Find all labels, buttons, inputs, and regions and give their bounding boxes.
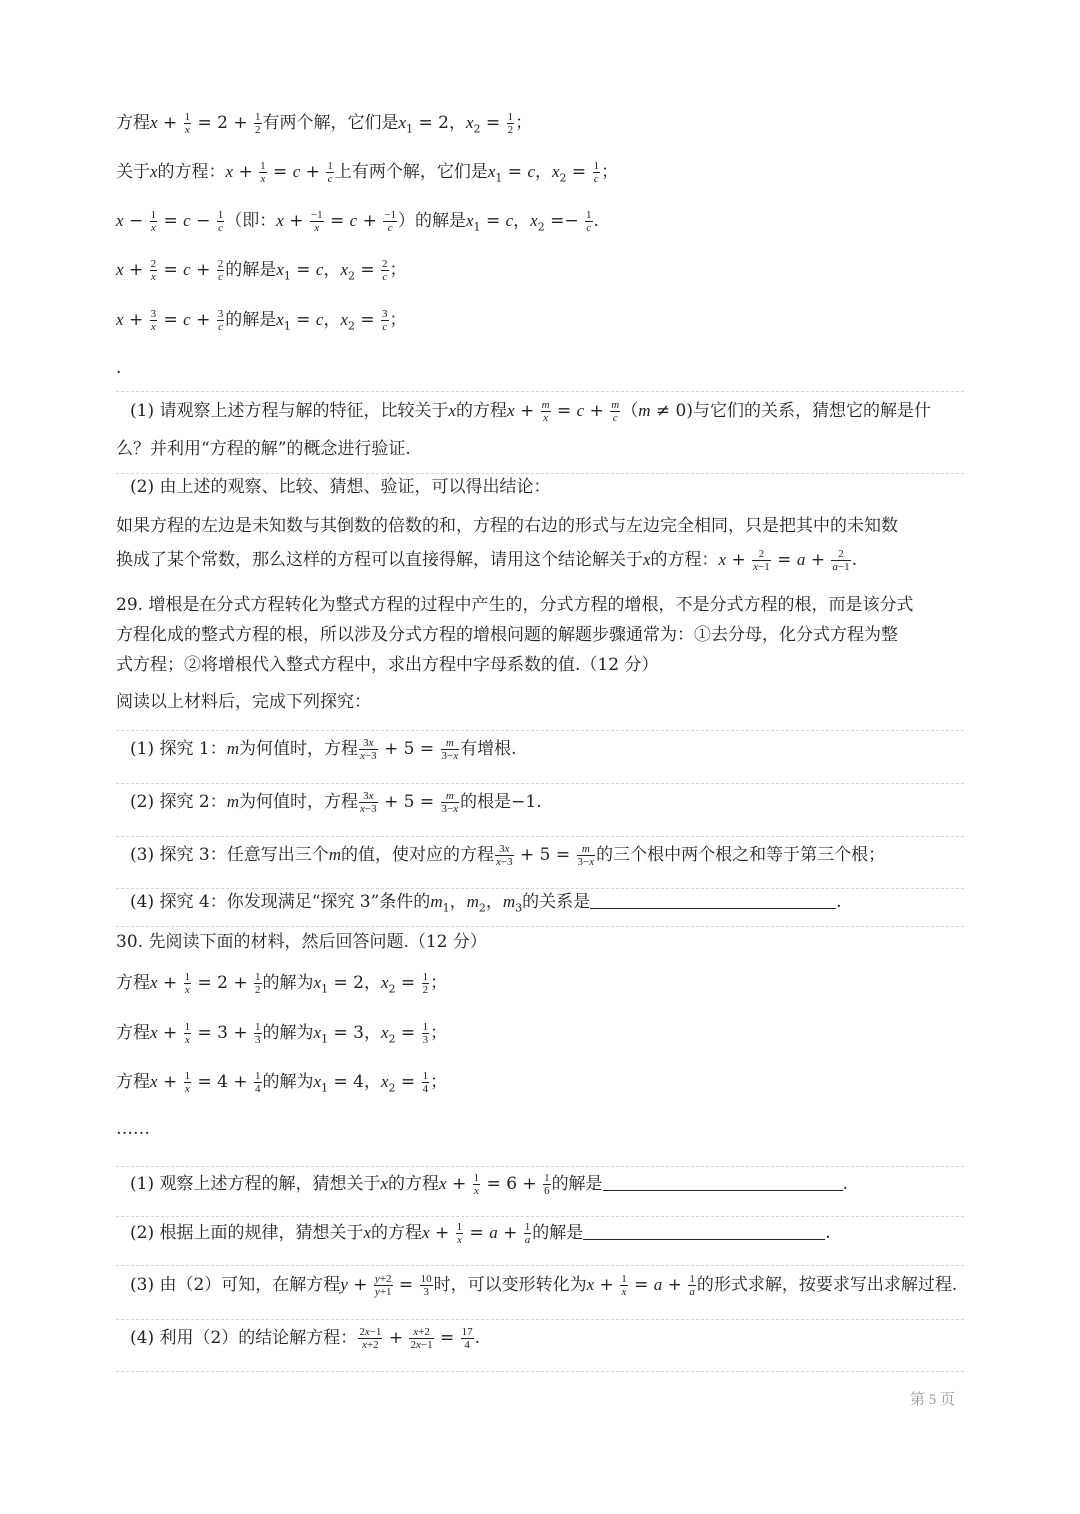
question-line: (2) 探究 2：m为何值时，方程 $\frac{3x}{x-3}$ + 5 = $\frac{m}{3-x}$ 的根是−1. (130, 790, 542, 815)
divider (116, 1371, 964, 1372)
text-line: 阅读以上材料后，完成下列探究： (116, 692, 371, 712)
question-line: (1) 探究 1：m为何值时，方程 $\frac{3x}{x-3}$ + 5 = $\frac{m}{3-x}$ 有增根. (130, 737, 517, 762)
text-line: 29. 增根是在分式方程转化为整式方程的过程中产生的，分式方程的增根，不是分式方程的根，而是该分式 (116, 595, 914, 615)
text-line: 方程化成的整式方程的根，所以涉及分式方程的增根问题的解题步骤通常为：①去分母，化分式方程为整 (116, 625, 898, 645)
text-line: 式方程；②将增根代入整式方程中，求出方程中字母系数的值.（12 分） (116, 655, 659, 675)
question-line: (4) 探究 4：你发现满足“探究 3”条件的$m_1$，$m_2$，$m_3$的关系是 . (130, 892, 842, 915)
question-line: (2) 由上述的观察、比较、猜想、验证，可以得出结论： (130, 477, 551, 497)
text-line: x + $\frac{2}{x}$ = c + $\frac{2}{c}$ 的解是$x_1 = c$，$x_2$ = $\frac{2}{c}$ ； (116, 258, 407, 283)
text-line: 么？并利用“方程的解”的概念进行验证. (116, 439, 411, 459)
divider (116, 1166, 964, 1167)
divider (116, 836, 964, 837)
text-line: 换成了某个常数，那么这样的方程可以直接得解，请用这个结论解关于x的方程：x + $\frac{2}{x-1}$ = a + $\frac{2}{a-1}$ . (116, 548, 858, 573)
divider (116, 1265, 964, 1266)
text-line: 如果方程的左边是未知数与其倒数的倍数的和，方程的右边的形式与左边完全相同，只是把其中的未知数 (116, 516, 898, 536)
divider (116, 391, 964, 392)
divider (116, 1319, 964, 1320)
text-line: x + $\frac{3}{x}$ = c + $\frac{3}{c}$ 的解是$x_1 = c$，$x_2$ = $\frac{3}{c}$ ； (116, 308, 407, 333)
text-line: 30. 先阅读下面的材料，然后回答问题.（12 分） (116, 932, 487, 952)
text-line: 方程x + $\frac{1}{x}$ = 2 + $\frac{1}{2}$ 的解为$x_1 = 2$，$x_2$ = $\frac{1}{2}$ ； (116, 971, 448, 996)
question-line: (2) 根据上面的规律，猜想关于x的方程x + $\frac{1}{x}$ = a + $\frac{1}{a}$ 的解是 . (130, 1221, 831, 1246)
text-line: x − $\frac{1}{x}$ = c − $\frac{1}{c}$ （即：x + $\frac{-1}{x}$ = c + $\frac{-1}{c}$ ）的解是$x_1 = c$，$x_2$ =− $\frac{1}{c}$ . (116, 209, 599, 234)
question-line: (4) 利用（2）的结论解方程： $\frac{2x-1}{x+2}$ + $\frac{x+2}{2x-1}$ = $\frac{17}{4}$ . (130, 1326, 481, 1351)
page-number: 第 5 页 (910, 1392, 956, 1408)
text-line: 方程x + $\frac{1}{x}$ = 2 + $\frac{1}{2}$ 有两个解，它们是$x_1 = 2$，$x_2$ = $\frac{1}{2}$ ； (116, 111, 533, 136)
question-line: (1) 请观察上述方程与解的特征，比较关于x的方程x + $\frac{m}{x}$ = c + $\frac{m}{c}$ （m ≠ 0)与它们的关系，猜想它的解是什 (130, 399, 931, 424)
text-line: 关于x的方程：x + $\frac{1}{x}$ = c + $\frac{1}{c}$ 上有两个解，它们是$x_1 = c$，$x_2$ = $\frac{1}{c}$ ； (116, 160, 619, 185)
text-line: 方程x + $\frac{1}{x}$ = 3 + $\frac{1}{3}$ 的解为$x_1 = 3$，$x_2$ = $\frac{1}{3}$ ； (116, 1021, 448, 1046)
text-line: 方程x + $\frac{1}{x}$ = 4 + $\frac{1}{4}$ 的解为$x_1 = 4$，$x_2$ = $\frac{1}{4}$ ； (116, 1070, 448, 1095)
divider (116, 783, 964, 784)
question-line: (3) 由（2）可知，在解方程y + $\frac{y+2}{y+1}$ = $\frac{10}{3}$ 时，可以变形转化为x + $\frac{1}{x}$ = a + $\frac{1}{a}$ 的形式求解，按要求写出求解过程. (130, 1273, 958, 1298)
answer-blank[interactable] (590, 892, 836, 909)
divider (116, 1216, 964, 1217)
answer-blank[interactable] (583, 1223, 825, 1240)
answer-blank[interactable] (603, 1174, 843, 1191)
question-line: (3) 探究 3：任意写出三个m的值，使对应的方程 $\frac{3x}{x-3}$ + 5 = $\frac{m}{3-x}$ 的三个根中两个根之和等于第三个根； (130, 843, 886, 868)
divider (116, 730, 964, 731)
question-line: (1) 观察上述方程的解，猜想关于x的方程x + $\frac{1}{x}$ = 6 + $\frac{1}{6}$ 的解是 . (130, 1172, 848, 1197)
text-line: . (116, 358, 122, 378)
text-line: …… (116, 1119, 150, 1139)
